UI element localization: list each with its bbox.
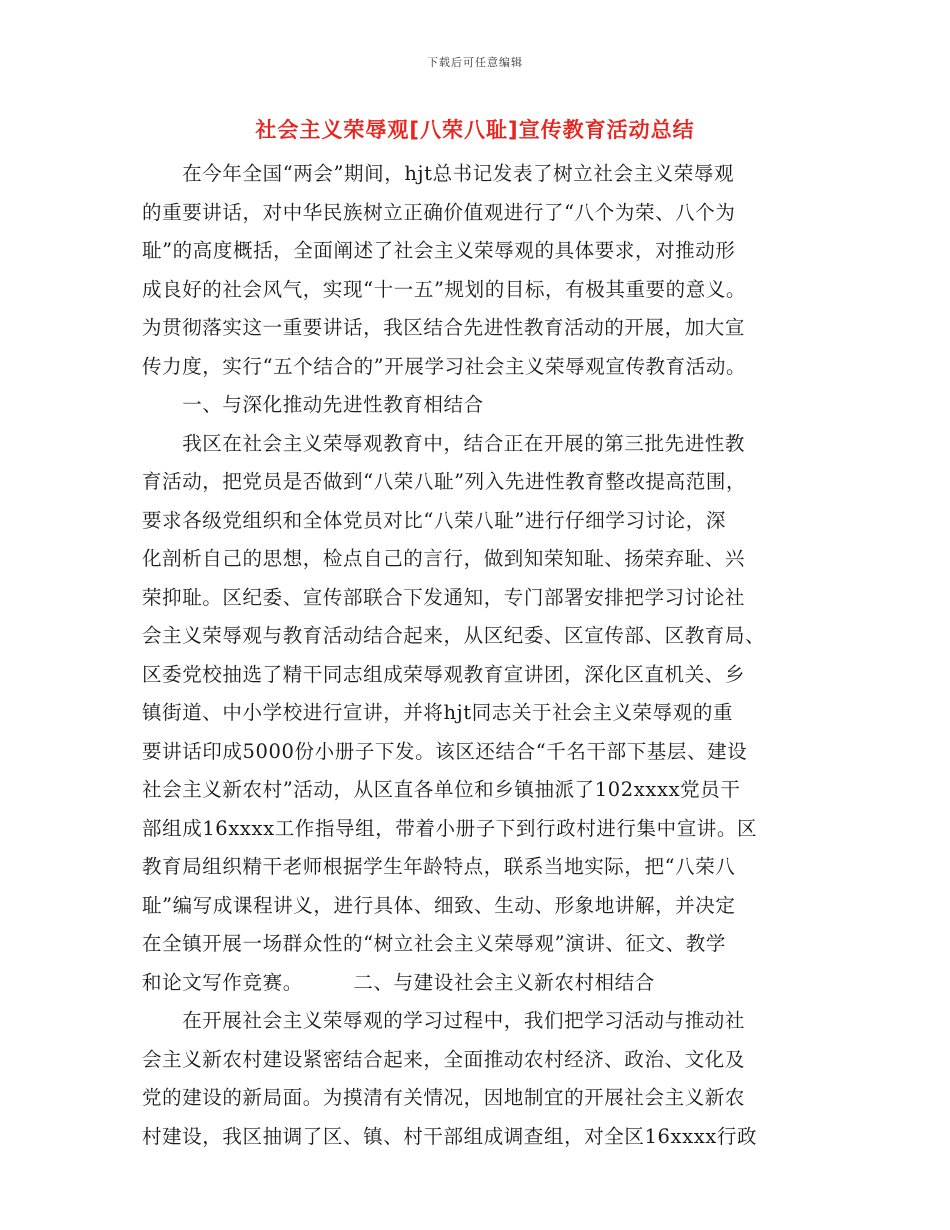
body-line: 会主义新农村建设紧密结合起来，全面推动农村经济、政治、文化及: [142, 1047, 746, 1071]
body-line: 育活动，把党员是否做到“八荣八耻”列入先进性教育整改提高范围，: [142, 470, 747, 493]
body-line: 会主义荣辱观与教育活动结合起来，从区纪委、区宣传部、区教育局、: [142, 624, 766, 647]
body-line: 传力度，实行“五个结合的”开展学习社会主义荣辱观宣传教育活动。: [142, 354, 747, 378]
body-line: 社会主义新农村”活动，从区直各单位和乡镇抽派了102xxxx党员干: [142, 778, 741, 801]
body-line: 荣抑耻。区纪委、宣传部联合下发通知，专门部署安排把学习讨论社: [142, 585, 746, 609]
body-line: 要讲话印成5000份小册子下发。该区还结合“千名干部下基层、建设: [142, 739, 748, 763]
section-heading-2-line: 和论文写作竞赛。 二、与建设社会主义新农村相结合: [142, 970, 655, 994]
body-line: 耻”的高度概括，全面阐述了社会主义荣辱观的具体要求，对推动形: [142, 239, 736, 262]
body-line: 耻”编写成课程讲义，进行具体、细致、生动、形象地讲解，并决定: [142, 893, 736, 917]
body-line: 部组成16xxxx工作指导组，带着小册子下到行政村进行集中宣讲。区: [142, 816, 758, 840]
body-line: 党的建设的新局面。为摸清有关情况，因地制宜的开展社会主义新农: [142, 1086, 746, 1109]
body-line: 的重要讲话，对中华民族树立正确价值观进行了“八个为荣、八个为: [142, 200, 736, 224]
body-line: 在全镇开展一场群众性的“树立社会主义荣辱观”演讲、征文、教学: [142, 932, 726, 955]
body-line: 教育局组织精干老师根据学生年龄特点，联系当地实际，把“八荣八: [142, 855, 736, 878]
body-line: 村建设，我区抽调了区、镇、村干部组成调查组，对全区16xxxx行政: [142, 1124, 758, 1148]
page-header-note: 下载后可任意编辑: [427, 56, 523, 69]
section-heading-1: 一、与深化推动先进性教育相结合: [142, 393, 484, 416]
body-line: 在开展社会主义荣辱观的学习过程中，我们把学习活动与推动社: [142, 1009, 746, 1032]
body-line: 我区在社会主义荣辱观教育中，结合正在开展的第三批先进性教: [142, 431, 746, 455]
body-line: 化剖析自己的思想，检点自己的言行，做到知荣知耻、扬荣弃耻、兴: [142, 547, 746, 570]
body-line: 在今年全国“两会”期间，hjt总书记发表了树立社会主义荣辱观: [142, 162, 735, 185]
body-line: 镇街道、中小学校进行宣讲，并将hjt同志关于社会主义荣辱观的重: [142, 701, 734, 724]
body-line: 区委党校抽选了精干同志组成荣辱观教育宣讲团，深化区直机关、乡: [142, 662, 746, 686]
body-line: 为贯彻落实这一重要讲话，我区结合先进性教育活动的开展，加大宣: [142, 316, 746, 339]
document-body: [142, 155, 812, 1156]
body-line: 要求各级党组织和全体党员对比“八荣八耻”进行仔细学习讨论，深: [142, 508, 726, 532]
document-title: 社会主义荣辱观[八荣八耻]宣传教育活动总结: [255, 118, 695, 142]
body-line: 成良好的社会风气，实现“十一五”规划的目标，有极其重要的意义。: [142, 277, 747, 301]
